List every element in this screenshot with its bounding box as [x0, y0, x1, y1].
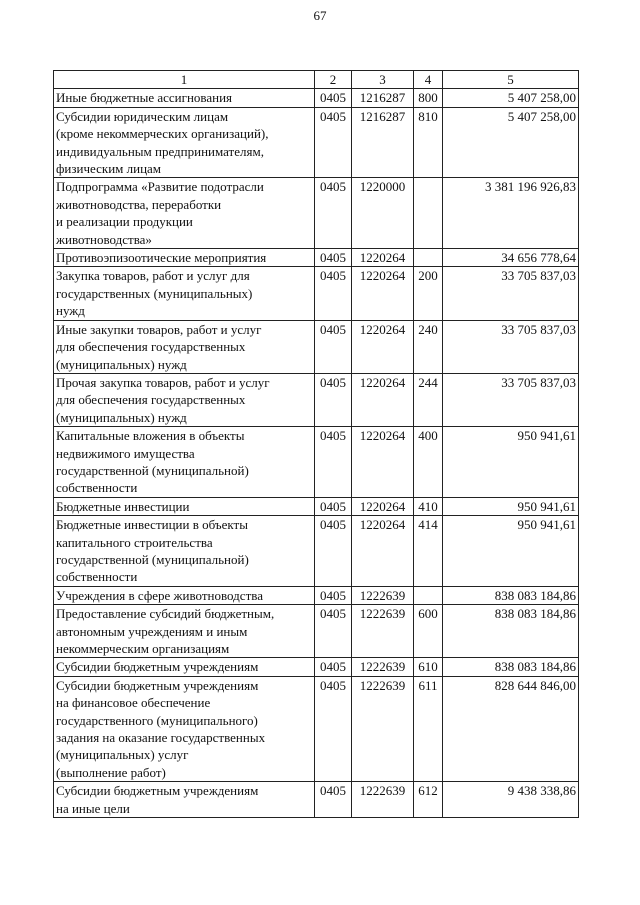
budget-table	[53, 70, 579, 818]
page-number: 67	[313, 8, 327, 23]
row-expense-type: 612	[414, 782, 443, 818]
table-row	[54, 89, 579, 107]
row-target-code: 1220264	[352, 373, 414, 426]
header-col-1: 1	[54, 71, 315, 89]
header-row	[54, 71, 579, 89]
row-name: Противоэпизоотические мероприятия	[54, 249, 315, 267]
row-target-code: 1220000	[352, 178, 414, 249]
table-row	[54, 267, 579, 320]
table-row	[54, 373, 579, 426]
row-amount: 33 705 837,03	[443, 320, 579, 373]
row-target-code: 1220264	[352, 320, 414, 373]
table-row	[54, 178, 579, 249]
row-amount: 33 705 837,03	[443, 373, 579, 426]
row-name: Иные закупки товаров, работ и услуг для обеспечения государственных (муниципальных) нужд	[54, 320, 315, 373]
row-section-code: 0405	[315, 676, 352, 781]
row-amount: 5 407 258,00	[443, 107, 579, 178]
row-section-code: 0405	[315, 89, 352, 107]
row-name: Закупка товаров, работ и услуг для государственных (муниципальных) нужд	[54, 267, 315, 320]
row-target-code: 1222639	[352, 658, 414, 676]
row-section-code: 0405	[315, 516, 352, 587]
row-amount: 838 083 184,86	[443, 605, 579, 658]
row-target-code: 1222639	[352, 605, 414, 658]
row-expense-type: 810	[414, 107, 443, 178]
row-expense-type	[414, 178, 443, 249]
row-amount: 9 438 338,86	[443, 782, 579, 818]
row-target-code: 1216287	[352, 107, 414, 178]
row-section-code: 0405	[315, 427, 352, 498]
table-row	[54, 586, 579, 604]
table-body	[54, 89, 579, 818]
row-expense-type	[414, 249, 443, 267]
row-target-code: 1220264	[352, 249, 414, 267]
header-col-4: 4	[414, 71, 443, 89]
row-target-code: 1220264	[352, 267, 414, 320]
row-section-code: 0405	[315, 586, 352, 604]
row-amount: 838 083 184,86	[443, 586, 579, 604]
table-row	[54, 676, 579, 781]
row-name: Подпрограмма «Развитие подотрасли животноводства, переработки и реализации продукции животноводства»	[54, 178, 315, 249]
row-section-code: 0405	[315, 107, 352, 178]
row-target-code: 1220264	[352, 427, 414, 498]
header-col-5: 5	[443, 71, 579, 89]
row-amount: 5 407 258,00	[443, 89, 579, 107]
row-section-code: 0405	[315, 658, 352, 676]
row-name: Иные бюджетные ассигнования	[54, 89, 315, 107]
row-name: Бюджетные инвестиции в объекты капитального строительства государственной (муниципальной) собственности	[54, 516, 315, 587]
row-expense-type: 800	[414, 89, 443, 107]
row-section-code: 0405	[315, 249, 352, 267]
row-expense-type: 244	[414, 373, 443, 426]
row-target-code: 1222639	[352, 586, 414, 604]
row-expense-type: 611	[414, 676, 443, 781]
row-expense-type: 610	[414, 658, 443, 676]
row-amount: 3 381 196 926,83	[443, 178, 579, 249]
row-expense-type: 414	[414, 516, 443, 587]
row-amount: 33 705 837,03	[443, 267, 579, 320]
row-target-code: 1216287	[352, 89, 414, 107]
row-expense-type: 410	[414, 497, 443, 515]
row-name: Предоставление субсидий бюджетным, автономным учреждениям и иным некоммерческим организациям	[54, 605, 315, 658]
row-expense-type: 200	[414, 267, 443, 320]
row-amount: 950 941,61	[443, 427, 579, 498]
row-section-code: 0405	[315, 497, 352, 515]
row-name: Субсидии бюджетным учреждениям	[54, 658, 315, 676]
row-expense-type	[414, 586, 443, 604]
row-amount: 838 083 184,86	[443, 658, 579, 676]
table-row	[54, 427, 579, 498]
row-target-code: 1220264	[352, 516, 414, 587]
row-name: Субсидии бюджетным учреждениям на финансовое обеспечение государственного (муниципального) задания на оказание государственных (муниципальных) услуг (выполнение работ)	[54, 676, 315, 781]
row-target-code: 1220264	[352, 497, 414, 515]
row-name: Субсидии юридическим лицам (кроме некоммерческих организаций), индивидуальным предпринимателям, физическим лицам	[54, 107, 315, 178]
row-target-code: 1222639	[352, 676, 414, 781]
row-amount: 828 644 846,00	[443, 676, 579, 781]
row-amount: 950 941,61	[443, 516, 579, 587]
table-row	[54, 658, 579, 676]
row-name: Бюджетные инвестиции	[54, 497, 315, 515]
row-amount: 950 941,61	[443, 497, 579, 515]
row-name: Субсидии бюджетным учреждениям на иные цели	[54, 782, 315, 818]
table-row	[54, 320, 579, 373]
table-row	[54, 107, 579, 178]
row-name: Прочая закупка товаров, работ и услуг для обеспечения государственных (муниципальных) нужд	[54, 373, 315, 426]
row-section-code: 0405	[315, 267, 352, 320]
table-row	[54, 605, 579, 658]
row-name: Учреждения в сфере животноводства	[54, 586, 315, 604]
table-row	[54, 249, 579, 267]
row-name: Капитальные вложения в объекты недвижимого имущества государственной (муниципальной) собственности	[54, 427, 315, 498]
row-expense-type: 240	[414, 320, 443, 373]
table-row	[54, 782, 579, 818]
row-expense-type: 400	[414, 427, 443, 498]
table-row	[54, 497, 579, 515]
row-section-code: 0405	[315, 782, 352, 818]
row-section-code: 0405	[315, 178, 352, 249]
header-col-2: 2	[315, 71, 352, 89]
row-target-code: 1222639	[352, 782, 414, 818]
table-row	[54, 516, 579, 587]
row-section-code: 0405	[315, 320, 352, 373]
header-col-3: 3	[352, 71, 414, 89]
row-amount: 34 656 778,64	[443, 249, 579, 267]
row-expense-type: 600	[414, 605, 443, 658]
row-section-code: 0405	[315, 373, 352, 426]
row-section-code: 0405	[315, 605, 352, 658]
